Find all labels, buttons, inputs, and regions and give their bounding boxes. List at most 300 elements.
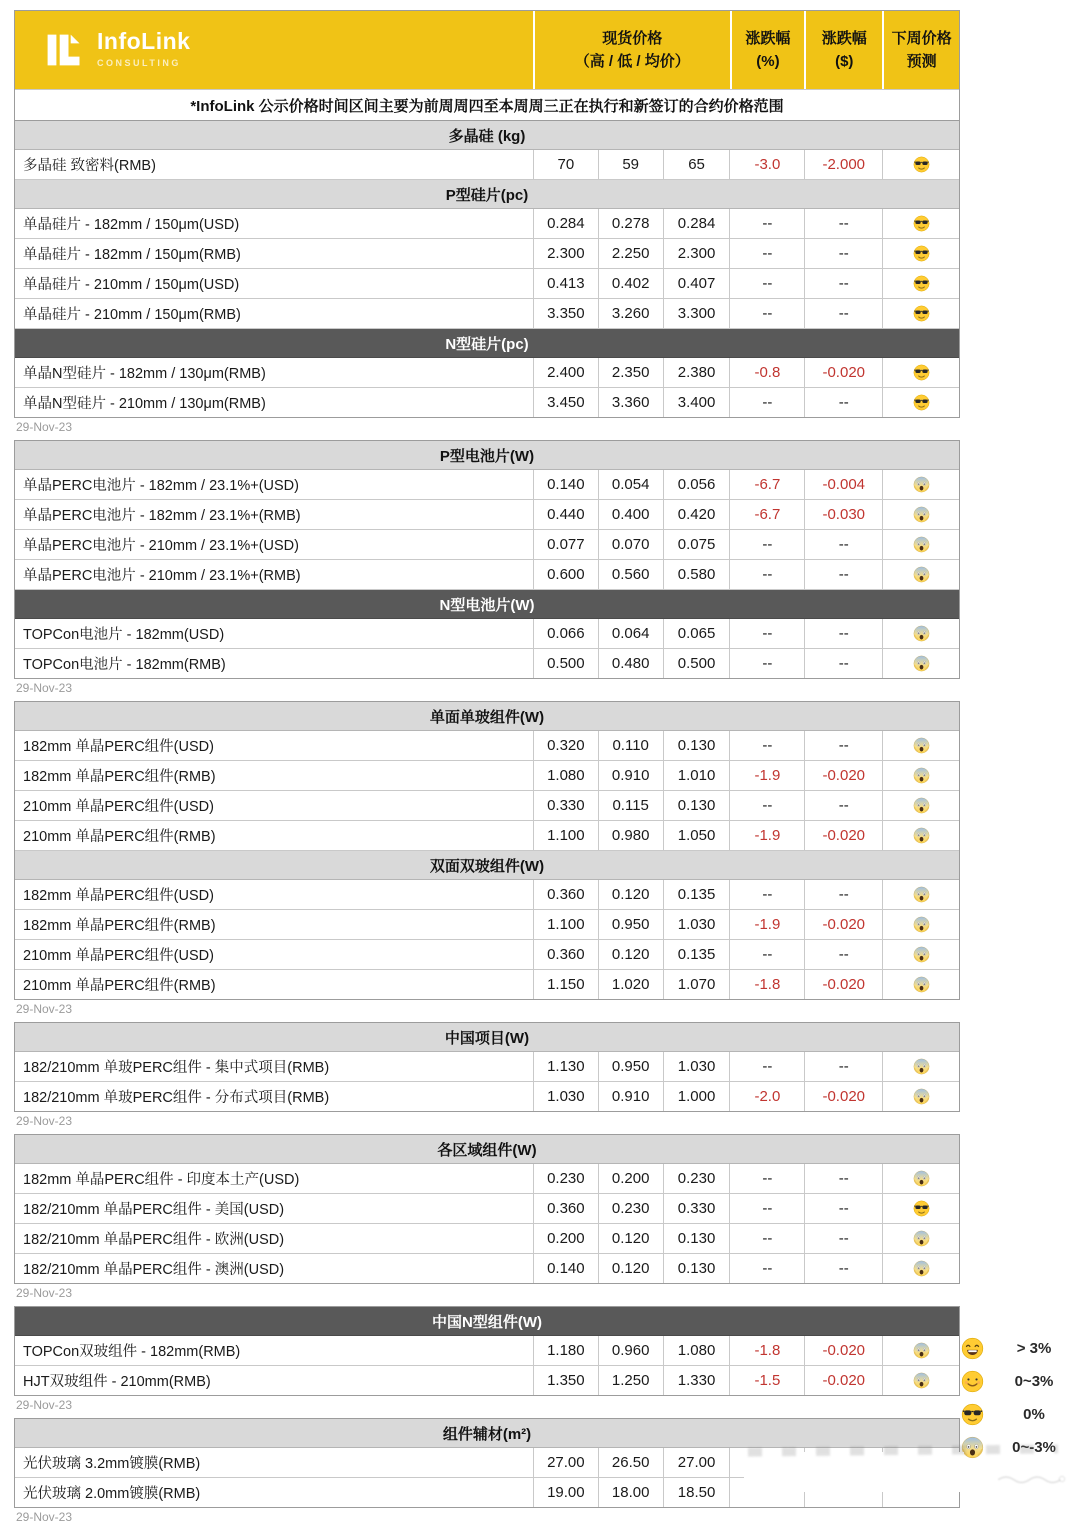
price-avg: 18.50 <box>663 1478 730 1507</box>
price-high: 1.350 <box>533 1366 598 1395</box>
price-high: 19.00 <box>533 1478 598 1507</box>
price-avg: 27.00 <box>663 1448 730 1477</box>
table-block <box>14 1306 960 1396</box>
product-name: 单晶硅片 - 182mm / 150μm(RMB) <box>23 247 241 263</box>
scream-emoji <box>882 1052 959 1081</box>
price-avg: 1.030 <box>663 1052 730 1081</box>
section-header: 多晶硅 (kg) <box>15 121 959 150</box>
product-name: TOPCon双玻组件 - 182mm(RMB) <box>23 1344 241 1360</box>
table-block <box>14 1134 960 1284</box>
price-avg: 3.400 <box>663 388 730 417</box>
infolink-logo <box>15 11 533 89</box>
change-usd: -0.020 <box>804 1336 882 1365</box>
price-avg: 2.380 <box>663 358 730 387</box>
change-pct: -- <box>729 1164 804 1193</box>
change-usd: -- <box>804 619 882 648</box>
change-pct: -- <box>729 560 804 589</box>
price-avg: 0.130 <box>663 731 730 760</box>
price-low: 0.200 <box>598 1164 663 1193</box>
product-name: 光伏玻璃 3.2mm镀膜(RMB) <box>23 1456 201 1472</box>
change-pct: -1.5 <box>729 1366 804 1395</box>
scream-emoji <box>882 970 959 999</box>
change-pct: -- <box>729 940 804 969</box>
price-avg: 0.500 <box>663 649 730 678</box>
legend-item <box>960 1365 1074 1398</box>
scream-emoji <box>882 910 959 939</box>
scream-emoji <box>882 731 959 760</box>
legend-label <box>994 1472 1074 1490</box>
legend-item <box>960 1332 1074 1365</box>
change-usd: -- <box>804 209 882 238</box>
table-row <box>15 731 959 761</box>
price-avg: 1.030 <box>663 910 730 939</box>
price-low: 0.120 <box>598 1224 663 1253</box>
price-low: 2.250 <box>598 239 663 268</box>
price-avg: 0.130 <box>663 1224 730 1253</box>
price-low: 0.115 <box>598 791 663 820</box>
price-avg: 0.135 <box>663 880 730 909</box>
change-pct: -- <box>729 731 804 760</box>
change-pct: -- <box>729 388 804 417</box>
price-high: 0.330 <box>533 791 598 820</box>
legend-label: 0~3% <box>1014 1373 1054 1390</box>
brand-subtitle: CONSULTING <box>97 57 181 68</box>
price-low: 1.020 <box>598 970 663 999</box>
table-row <box>15 500 959 530</box>
cool-emoji <box>882 150 959 179</box>
change-usd: -0.020 <box>804 761 882 790</box>
table-row <box>15 150 959 180</box>
price-low: 0.064 <box>598 619 663 648</box>
change-usd: -- <box>804 880 882 909</box>
date-stamp: 29-Nov-23 <box>16 1002 73 1016</box>
table-row <box>15 970 959 999</box>
change-pct: -- <box>729 239 804 268</box>
price-high: 0.413 <box>533 269 598 298</box>
scream-emoji <box>882 940 959 969</box>
product-name: 210mm 单晶PERC组件(USD) <box>23 948 214 964</box>
price-low: 0.950 <box>598 1052 663 1081</box>
product-name: 单晶PERC电池片 - 210mm / 23.1%+(USD) <box>23 538 299 554</box>
price-avg: 1.000 <box>663 1082 730 1111</box>
scream-emoji <box>882 470 959 499</box>
table-groups <box>14 121 960 1524</box>
change-usd: -- <box>804 731 882 760</box>
legend-label: 0% <box>1023 1406 1045 1423</box>
change-usd: -0.030 <box>804 500 882 529</box>
table-row <box>15 388 959 417</box>
cool-emoji <box>960 1403 984 1427</box>
scream-emoji <box>882 530 959 559</box>
product-name: TOPCon电池片 - 182mm(USD) <box>23 627 225 643</box>
change-usd: -- <box>804 649 882 678</box>
section-header: N型硅片(pc) <box>15 329 959 358</box>
change-pct-sublabel: (%) <box>756 53 780 70</box>
price-low: 2.350 <box>598 358 663 387</box>
price-avg: 0.135 <box>663 940 730 969</box>
price-high: 1.100 <box>533 821 598 850</box>
price-low: 18.00 <box>598 1478 663 1507</box>
table-row <box>15 821 959 851</box>
price-low: 0.120 <box>598 1254 663 1283</box>
brand-name: InfoLink <box>97 28 191 55</box>
product-name: 单晶N型硅片 - 210mm / 130μm(RMB) <box>23 396 266 412</box>
column-header-spot-price <box>533 11 730 89</box>
grin-emoji <box>960 1337 984 1361</box>
change-pct: -2.0 <box>729 1082 804 1111</box>
price-avg: 0.330 <box>663 1194 730 1223</box>
legend-item <box>960 1398 1074 1431</box>
cool-emoji <box>882 209 959 238</box>
product-name: 182mm 单晶PERC组件(RMB) <box>23 769 216 785</box>
price-high: 1.150 <box>533 970 598 999</box>
section-header: 组件辅材(m²) <box>15 1419 959 1448</box>
change-usd: -- <box>804 269 882 298</box>
change-usd-sublabel: ($) <box>835 53 854 70</box>
forecast-legend <box>960 1332 1074 1497</box>
change-pct-label: 涨跌幅 <box>745 29 791 47</box>
product-name: 光伏玻璃 2.0mm镀膜(RMB) <box>23 1486 201 1502</box>
cool-emoji <box>882 269 959 298</box>
product-name: 单晶PERC电池片 - 182mm / 23.1%+(RMB) <box>23 508 301 524</box>
price-avg: 0.056 <box>663 470 730 499</box>
table-row <box>15 530 959 560</box>
table-block <box>14 440 960 679</box>
price-avg: 1.010 <box>663 761 730 790</box>
date-stamp: 29-Nov-23 <box>16 681 73 695</box>
price-high: 0.360 <box>533 1194 598 1223</box>
change-pct: -- <box>729 269 804 298</box>
scream-emoji <box>882 1366 959 1395</box>
price-avg: 0.130 <box>663 1254 730 1283</box>
product-name: 182mm 单晶PERC组件(RMB) <box>23 918 216 934</box>
change-usd: -- <box>804 1224 882 1253</box>
change-pct: -- <box>729 1194 804 1223</box>
table-row <box>15 269 959 299</box>
price-high: 27.00 <box>533 1448 598 1477</box>
price-low: 0.110 <box>598 731 663 760</box>
spot-price-sublabel: （高 / 低 / 均价） <box>574 53 690 70</box>
change-pct: -- <box>729 619 804 648</box>
price-avg: 0.580 <box>663 560 730 589</box>
table-block <box>14 701 960 1000</box>
date-stamp: 29-Nov-23 <box>16 1286 73 1300</box>
price-high: 0.140 <box>533 1254 598 1283</box>
price-low: 1.250 <box>598 1366 663 1395</box>
price-high: 0.320 <box>533 731 598 760</box>
forecast-sublabel: 预测 <box>906 53 937 70</box>
price-low: 0.054 <box>598 470 663 499</box>
price-table <box>14 10 960 1530</box>
product-name: 182/210mm 单晶PERC组件 - 美国(USD) <box>23 1202 285 1218</box>
change-pct: -- <box>729 649 804 678</box>
price-high: 0.284 <box>533 209 598 238</box>
forecast-label: 下周价格 <box>891 29 952 47</box>
price-avg: 0.420 <box>663 500 730 529</box>
change-pct: -- <box>729 1224 804 1253</box>
price-high: 0.230 <box>533 1164 598 1193</box>
change-usd: -0.020 <box>804 821 882 850</box>
price-note: *InfoLink 公示价格时间区间主要为前周周四至本周周三正在执行和新签订的合约价格范围 <box>15 89 959 120</box>
price-high: 0.077 <box>533 530 598 559</box>
change-usd: -0.004 <box>804 470 882 499</box>
scream-emoji <box>882 880 959 909</box>
cool-emoji <box>882 239 959 268</box>
price-low: 59 <box>598 150 663 179</box>
price-high: 0.066 <box>533 619 598 648</box>
section-header: 单面单玻组件(W) <box>15 702 959 731</box>
product-name: TOPCon电池片 - 182mm(RMB) <box>23 657 226 673</box>
scream-emoji <box>882 1254 959 1283</box>
table-header-row <box>15 11 959 89</box>
price-avg: 3.300 <box>663 299 730 328</box>
table-row <box>15 1336 959 1366</box>
watermark-whiteout <box>744 1452 964 1492</box>
column-header-change-pct <box>730 11 805 89</box>
price-high: 0.360 <box>533 940 598 969</box>
scream-emoji <box>882 1224 959 1253</box>
scream-emoji <box>882 500 959 529</box>
change-pct: -3.0 <box>729 150 804 179</box>
change-usd: -- <box>804 791 882 820</box>
price-low: 0.910 <box>598 761 663 790</box>
change-pct: -- <box>729 880 804 909</box>
price-avg: 0.284 <box>663 209 730 238</box>
change-usd: -- <box>804 530 882 559</box>
product-name: 182mm 单晶PERC组件(USD) <box>23 888 214 904</box>
price-avg: 0.075 <box>663 530 730 559</box>
change-pct: -- <box>729 791 804 820</box>
scream-emoji <box>882 560 959 589</box>
legend-label: > 3% <box>1016 1340 1052 1357</box>
scream-emoji <box>882 821 959 850</box>
price-high: 0.360 <box>533 880 598 909</box>
table-row <box>15 560 959 590</box>
price-high: 2.300 <box>533 239 598 268</box>
price-low: 3.360 <box>598 388 663 417</box>
brand-text <box>97 29 190 70</box>
price-high: 1.100 <box>533 910 598 939</box>
price-avg: 0.065 <box>663 619 730 648</box>
column-header-forecast <box>882 11 959 89</box>
legend-label: 0~-3% <box>1012 1439 1056 1456</box>
table-row <box>15 940 959 970</box>
table-row <box>15 1366 959 1395</box>
price-low: 0.120 <box>598 940 663 969</box>
infolink-logo-icon <box>41 28 85 72</box>
change-usd: -- <box>804 239 882 268</box>
change-usd: -0.020 <box>804 970 882 999</box>
price-low: 0.278 <box>598 209 663 238</box>
change-usd: -- <box>804 1194 882 1223</box>
cool-emoji <box>882 1194 959 1223</box>
table-row <box>15 470 959 500</box>
product-name: 182/210mm 单晶PERC组件 - 澳洲(USD) <box>23 1262 285 1278</box>
product-name: 182/210mm 单晶PERC组件 - 欧洲(USD) <box>23 1232 285 1248</box>
date-stamp: 29-Nov-23 <box>16 1114 73 1128</box>
price-avg: 2.300 <box>663 239 730 268</box>
price-low: 0.230 <box>598 1194 663 1223</box>
price-low: 0.980 <box>598 821 663 850</box>
table-header-block <box>14 10 960 121</box>
change-pct: -- <box>729 299 804 328</box>
table-row <box>15 1224 959 1254</box>
table-row <box>15 239 959 269</box>
table-row <box>15 1052 959 1082</box>
change-pct: -- <box>729 1052 804 1081</box>
price-high: 0.140 <box>533 470 598 499</box>
product-name: 210mm 单晶PERC组件(RMB) <box>23 978 216 994</box>
table-row <box>15 619 959 649</box>
price-high: 0.440 <box>533 500 598 529</box>
change-pct: -1.9 <box>729 821 804 850</box>
price-high: 3.350 <box>533 299 598 328</box>
table-row <box>15 649 959 678</box>
table-row <box>15 791 959 821</box>
price-low: 0.950 <box>598 910 663 939</box>
product-name: 182mm 单晶PERC组件 - 印度本土产(USD) <box>23 1172 300 1188</box>
change-usd: -- <box>804 299 882 328</box>
scream-emoji <box>882 1164 959 1193</box>
price-low: 0.560 <box>598 560 663 589</box>
table-block <box>14 121 960 418</box>
change-usd: -- <box>804 388 882 417</box>
section-header: 双面双玻组件(W) <box>15 851 959 880</box>
product-name: 182/210mm 单玻PERC组件 - 分布式项目(RMB) <box>23 1090 330 1106</box>
price-avg: 65 <box>663 150 730 179</box>
date-stamp: 29-Nov-23 <box>16 420 73 434</box>
smudged-legend-item <box>960 1464 1074 1497</box>
price-low: 3.260 <box>598 299 663 328</box>
price-avg: 0.407 <box>663 269 730 298</box>
price-low: 0.960 <box>598 1336 663 1365</box>
change-pct: -- <box>729 209 804 238</box>
price-high: 0.600 <box>533 560 598 589</box>
change-usd: -0.020 <box>804 1366 882 1395</box>
table-row <box>15 761 959 791</box>
price-high: 1.080 <box>533 761 598 790</box>
table-block <box>14 1022 960 1112</box>
change-usd: -- <box>804 560 882 589</box>
price-low: 26.50 <box>598 1448 663 1477</box>
product-name: 单晶硅片 - 210mm / 150μm(USD) <box>23 277 240 293</box>
price-low: 0.400 <box>598 500 663 529</box>
price-avg: 1.330 <box>663 1366 730 1395</box>
price-avg: 0.130 <box>663 791 730 820</box>
change-pct: -- <box>729 530 804 559</box>
section-header: 中国N型组件(W) <box>15 1307 959 1336</box>
product-name: HJT双玻组件 - 210mm(RMB) <box>23 1374 211 1390</box>
section-header: P型电池片(W) <box>15 441 959 470</box>
change-usd: -0.020 <box>804 1082 882 1111</box>
price-avg: 1.050 <box>663 821 730 850</box>
table-row <box>15 1254 959 1283</box>
change-usd: -- <box>804 1052 882 1081</box>
date-stamp: 29-Nov-23 <box>16 1510 73 1524</box>
product-name: 单晶硅片 - 182mm / 150μm(USD) <box>23 217 240 233</box>
price-high: 1.030 <box>533 1082 598 1111</box>
change-pct: -1.8 <box>729 1336 804 1365</box>
product-name: 182/210mm 单玻PERC组件 - 集中式项目(RMB) <box>23 1060 330 1076</box>
price-high: 0.500 <box>533 649 598 678</box>
change-usd: -- <box>804 940 882 969</box>
change-pct: -- <box>729 1254 804 1283</box>
change-pct: -6.7 <box>729 500 804 529</box>
price-high: 3.450 <box>533 388 598 417</box>
change-usd: -- <box>804 1164 882 1193</box>
price-avg: 1.080 <box>663 1336 730 1365</box>
change-pct: -1.9 <box>729 910 804 939</box>
table-row <box>15 299 959 329</box>
price-low: 0.120 <box>598 880 663 909</box>
price-low: 0.070 <box>598 530 663 559</box>
product-name: 单晶硅片 - 210mm / 150μm(RMB) <box>23 307 241 323</box>
scream-emoji <box>882 761 959 790</box>
change-usd-label: 涨跌幅 <box>821 29 867 47</box>
change-pct: -1.8 <box>729 970 804 999</box>
scream-emoji <box>882 791 959 820</box>
price-high: 0.200 <box>533 1224 598 1253</box>
section-header: 各区域组件(W) <box>15 1135 959 1164</box>
section-header: P型硅片(pc) <box>15 180 959 209</box>
price-low: 0.910 <box>598 1082 663 1111</box>
spot-price-label: 现货价格 <box>602 29 663 47</box>
scream-emoji <box>882 619 959 648</box>
price-low: 0.480 <box>598 649 663 678</box>
table-row <box>15 358 959 388</box>
table-row <box>15 1194 959 1224</box>
price-high: 1.130 <box>533 1052 598 1081</box>
cool-emoji <box>882 299 959 328</box>
price-high: 1.180 <box>533 1336 598 1365</box>
table-row <box>15 880 959 910</box>
cool-emoji <box>882 358 959 387</box>
product-name: 210mm 单晶PERC组件(RMB) <box>23 829 216 845</box>
change-usd: -0.020 <box>804 910 882 939</box>
table-row <box>15 209 959 239</box>
change-usd: -- <box>804 1254 882 1283</box>
cool-emoji <box>882 388 959 417</box>
product-name: 单晶PERC电池片 - 210mm / 23.1%+(RMB) <box>23 568 301 584</box>
product-name: 182mm 单晶PERC组件(USD) <box>23 739 214 755</box>
table-row <box>15 1082 959 1111</box>
section-header: 中国项目(W) <box>15 1023 959 1052</box>
change-pct: -6.7 <box>729 470 804 499</box>
price-avg: 0.230 <box>663 1164 730 1193</box>
scream-emoji <box>882 1336 959 1365</box>
product-name: 210mm 单晶PERC组件(USD) <box>23 799 214 815</box>
price-avg: 1.070 <box>663 970 730 999</box>
scream-emoji <box>882 1082 959 1111</box>
change-usd: -0.020 <box>804 358 882 387</box>
product-name: 多晶硅 致密料(RMB) <box>23 158 156 174</box>
section-header: N型电池片(W) <box>15 590 959 619</box>
scream-emoji <box>882 649 959 678</box>
column-header-change-usd <box>804 11 882 89</box>
change-usd: -2.000 <box>804 150 882 179</box>
table-row <box>15 910 959 940</box>
date-stamp: 29-Nov-23 <box>16 1398 73 1412</box>
product-name: 单晶N型硅片 - 182mm / 130μm(RMB) <box>23 366 266 382</box>
price-low: 0.402 <box>598 269 663 298</box>
change-pct: -1.9 <box>729 761 804 790</box>
price-high: 70 <box>533 150 598 179</box>
smile-emoji <box>960 1370 984 1394</box>
table-row <box>15 1164 959 1194</box>
change-pct: -0.8 <box>729 358 804 387</box>
price-high: 2.400 <box>533 358 598 387</box>
product-name: 单晶PERC电池片 - 182mm / 23.1%+(USD) <box>23 478 299 494</box>
